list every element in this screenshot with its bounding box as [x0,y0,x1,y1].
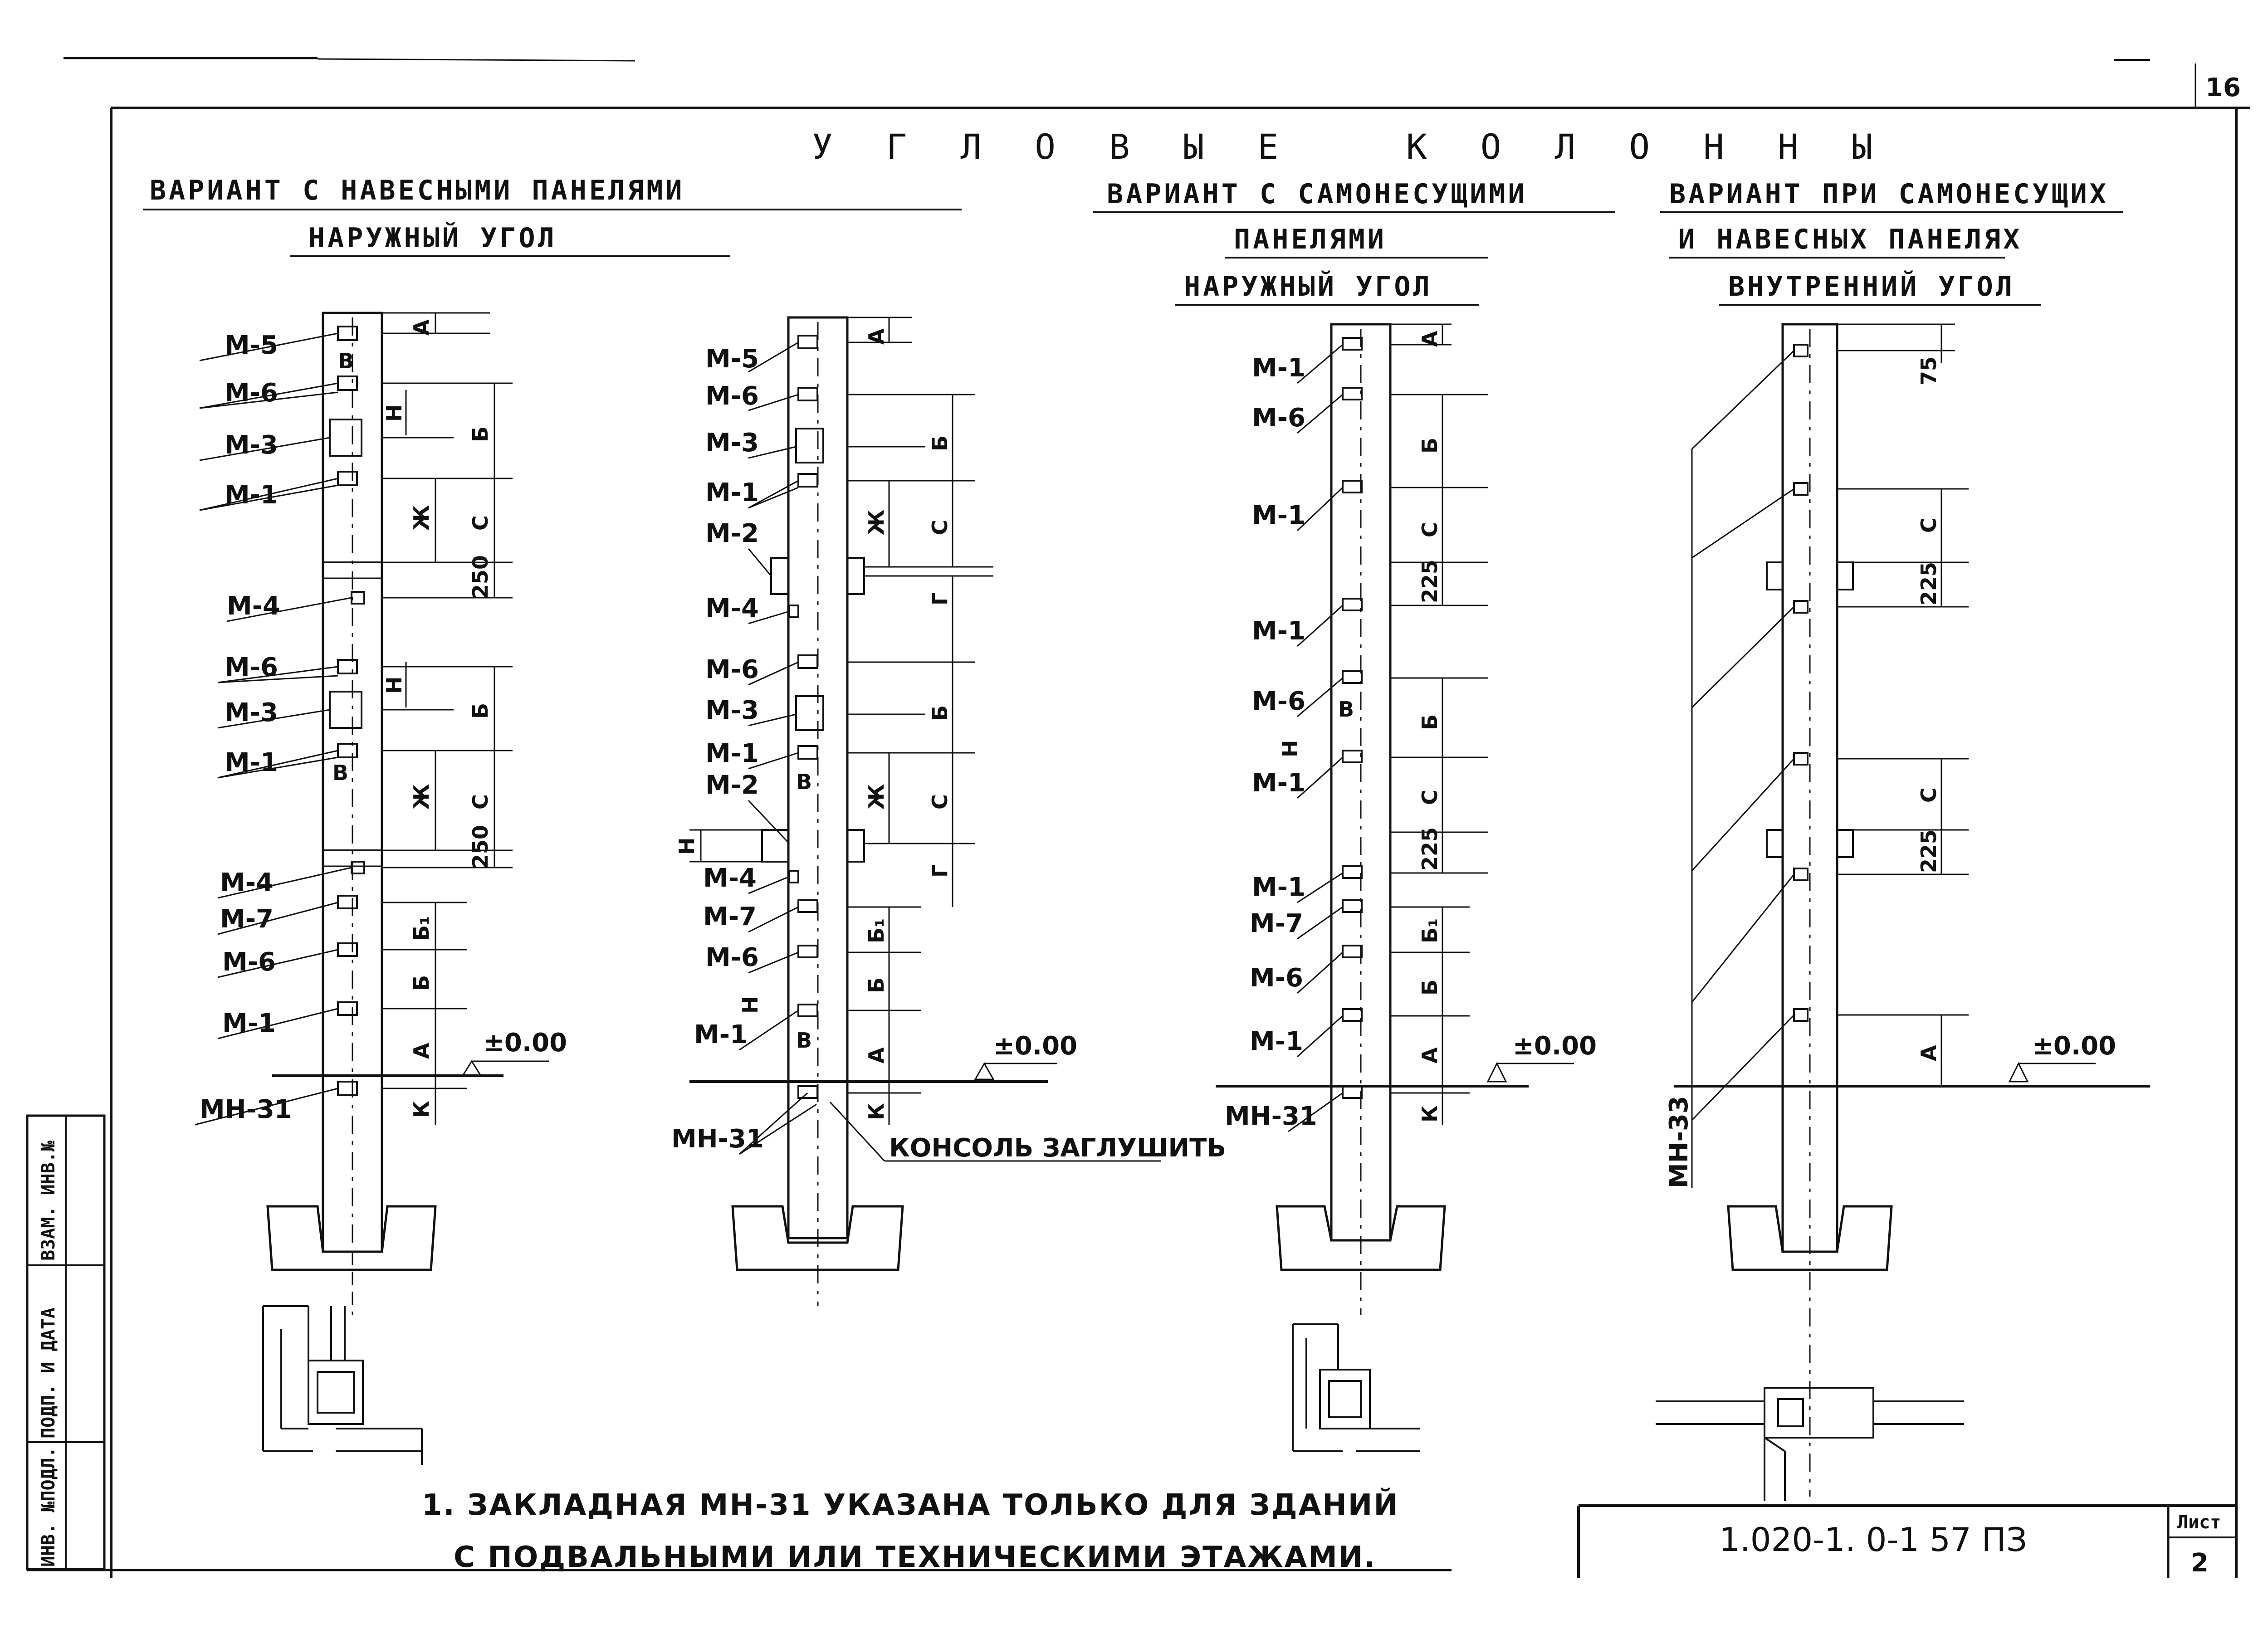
dimension-label: 250 [468,824,493,868]
embed-label: МН-31 [1225,1102,1317,1131]
side-stamp [27,1116,104,1569]
dimension-label: Ж [864,784,889,810]
sheet-label: Лист [2177,1512,2221,1533]
dimension-label: С [1916,787,1941,803]
embed-label: М-1 [225,748,278,777]
embed-label: М-6 [225,653,278,682]
embed-label: М-4 [705,594,759,623]
dimension-label: Б [1418,437,1442,454]
dimension-label: В [796,1028,812,1053]
dimension-label: С [1418,790,1442,805]
dimension-label: С [468,515,493,531]
dimension-label: Б [468,426,493,442]
stamp-podp-data: ПОДП. И ДАТА [38,1307,59,1439]
dimension-label: В [338,349,354,373]
column-3-labels [1225,345,1343,1132]
dimension-label: С [928,794,952,810]
embed-label: М-6 [225,378,278,408]
embed-label: М-3 [225,430,278,460]
embed-label: М-1 [1252,873,1305,902]
dimension-label: А [1418,331,1442,347]
dimension-label: А [1418,1047,1442,1063]
dimension-label: Б [1418,714,1442,730]
dimension-label: 225 [1916,561,1941,605]
dimension-label: Ж [409,784,434,810]
column-1-labels [195,331,352,1125]
section-title-hanging: ВАРИАНТ С НАВЕСНЫМИ ПАНЕЛЯМИ [150,175,685,206]
section-title-mixed: ВАРИАНТ ПРИ САМОНЕСУЩИХ [1669,178,2109,210]
drawing-code: 1.020-1. 0-1 57 ПЗ [1719,1521,2027,1559]
dimension-label: С [1916,517,1941,533]
console-note: КОНСОЛЬ ЗАГЛУШИТЬ [889,1133,1227,1163]
section-title2-mixed: И НАВЕСНЫХ ПАНЕЛЯХ [1678,224,2023,255]
stamp-vzam-inv: ВЗАМ. ИНВ.№ [38,1141,59,1261]
dimension-label: Б₁ [864,918,889,943]
section-title-selfbearing: ВАРИАНТ С САМОНЕСУЩИМИ [1107,178,1527,210]
embed-label: М-1 [705,739,759,768]
dimension-label: Б₁ [1418,918,1442,943]
scan-rule [318,59,635,61]
dimension-label: А [1916,1045,1941,1061]
note-line-1: 1. ЗАКЛАДНАЯ МН-31 УКАЗАНА ТОЛЬКО ДЛЯ ЗДАНИЙ [422,1488,1399,1522]
embed-label: М-3 [705,696,759,725]
dimension-label: Н [382,404,406,422]
dimension-label: С [468,794,493,810]
dimension-label: В [1338,697,1354,722]
embed-label: М-7 [703,902,757,932]
dimension-label: Н [382,676,406,694]
sheet-number: 2 [2191,1548,2209,1578]
dimension-label: Ж [409,505,434,531]
page-number: 16 [2205,73,2241,102]
section-subtitle-mixed: ВНУТРЕННИЙ УГОЛ [1728,271,2015,302]
dimension-label: К [409,1101,434,1118]
embed-label: М-2 [705,519,759,548]
dimension-label: В [332,761,349,785]
dimension-label: Н [1278,740,1302,757]
embed-label: М-6 [1250,963,1303,993]
dimension-label: Г [928,592,952,605]
embed-label: М-1 [694,1020,748,1049]
section-subtitle-hanging: НАРУЖНЫЙ УГОЛ [308,222,557,254]
embed-label: М-7 [220,904,274,934]
embed-label: М-1 [1252,353,1305,383]
embed-label: М-1 [1250,1027,1303,1056]
embed-label: М-6 [1252,687,1305,716]
column-1-elevation [268,313,435,1315]
dimension-label: Г [928,864,952,878]
level-mark: ±0.00 [2032,1031,2116,1061]
dimension-label: Б [864,977,889,993]
dimension-label: А [409,319,434,336]
dimension-label: Н [738,996,763,1014]
dimension-label: А [864,1047,889,1063]
stamp-inv-podl: ИНВ. №ПОДЛ. [38,1447,59,1567]
dimension-label: 225 [1418,559,1442,603]
title-block [1579,1506,2236,1578]
level-mark: ±0.00 [1513,1031,1597,1061]
column-3-plan-section [1293,1324,1420,1451]
note-line-2: С ПОДВАЛЬНЫМИ ИЛИ ТЕХНИЧЕСКИМИ ЭТАЖАМИ. [454,1541,1377,1574]
section-subtitle-selfbearing: НАРУЖНЫЙ УГОЛ [1184,271,1432,302]
dimension-label: С [1418,522,1442,537]
embed-label: М-4 [227,591,280,621]
dimension-label: К [1418,1105,1442,1122]
embed-label: М-5 [225,331,278,360]
embed-label: М-1 [1252,768,1305,798]
embed-label: М-1 [222,1009,276,1038]
dimension-label: С [928,520,952,535]
column-1-dimensions [272,313,567,1125]
column-3-dimensions [1216,324,1597,1125]
embed-label: М-6 [705,381,759,411]
column-4-dimensions [1674,324,2150,1086]
dimension-label: Б [928,435,952,451]
embed-label: М-3 [705,428,759,458]
dimension-label: А [864,328,889,345]
column-4-elevation [1728,324,1892,1497]
dimension-label: А [409,1043,434,1059]
embed-label: М-5 [705,344,759,374]
embed-label: М-4 [703,863,757,893]
dimension-label: Ж [864,509,889,535]
embed-label: М-6 [222,947,276,977]
embed-label: М-1 [1252,616,1305,646]
dimension-label: Б [409,975,434,991]
dimension-label: 250 [468,555,493,599]
dimension-label: Б₁ [409,916,434,941]
embed-label: М-1 [225,480,278,510]
embed-label: М-7 [1250,909,1303,938]
embed-label: МН-31 [671,1124,764,1154]
dimension-label: К [864,1103,889,1120]
embed-label: М-3 [225,698,278,727]
dimension-label: 75 [1916,356,1941,385]
column-4-labels [1664,351,1794,1188]
dimension-label: В [796,770,812,794]
dimension-label: Б [928,705,952,721]
embed-label: М-4 [220,868,274,897]
dimension-label: Б [468,702,493,719]
embed-label: МН-31 [200,1095,292,1124]
level-mark: ±0.00 [993,1031,1078,1061]
dimension-label: 225 [1916,829,1941,873]
embed-label: М-1 [705,478,759,507]
column-3-elevation [1277,324,1445,1315]
level-mark: ±0.00 [483,1028,567,1058]
embed-label: М-6 [705,943,759,972]
dimension-label: Б [1418,979,1442,995]
embed-label: М-6 [1252,403,1305,433]
embed-label: М-6 [705,655,759,684]
column-2-elevation [733,317,903,1306]
section-title2-selfbearing: ПАНЕЛЯМИ [1234,224,1387,255]
embed-label: МН-33 [1664,1096,1694,1188]
main-title: УГЛОВЫЕ КОЛОННЫ [812,127,1926,167]
embed-label: М-1 [1252,501,1305,530]
embed-label: М-2 [705,771,759,800]
dimension-label: 225 [1418,827,1442,871]
column-1-plan-section [263,1306,422,1465]
dimension-label: Н [675,837,699,855]
